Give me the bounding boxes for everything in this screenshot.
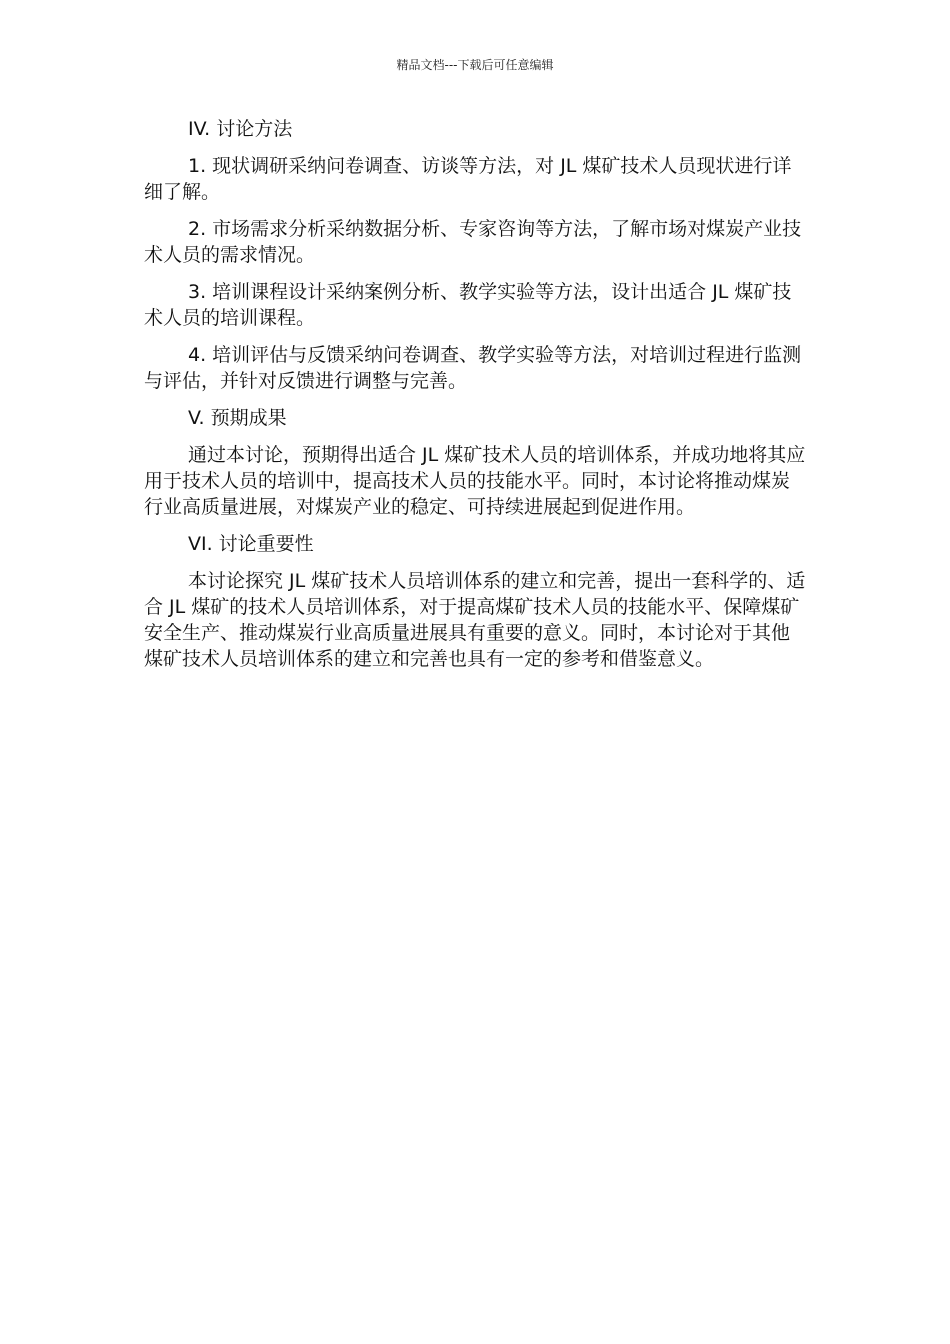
page-header: 精品文档---下载后可任意编辑 — [396, 58, 554, 72]
section-heading-expected-results: V. 预期成果 — [188, 407, 287, 429]
section-heading-discussion-methods: IV. 讨论方法 — [188, 118, 293, 140]
document-body — [144, 116, 806, 683]
method-item-3: 3. 培训课程设计采纳案例分析、教学实验等方法，设计出适合 JL 煤矿技术人员的培训课程。 — [144, 281, 792, 329]
method-item-1: 1. 现状调研采纳问卷调查、访谈等方法，对 JL 煤矿技术人员现状进行详细了解。 — [144, 155, 792, 203]
significance-paragraph: 本讨论探究 JL 煤矿技术人员培训体系的建立和完善，提出一套科学的、适合 JL 煤矿的技术人员培训体系，对于提高煤矿技术人员的技能水平、保障煤矿安全生产、推动煤炭行业高质量进展具有重要的意义。同时，本讨论对于其他煤矿技术人员培训体系的建立和完善也具有一定的参考和借鉴意义。 — [144, 570, 806, 670]
section-heading-significance: VI. 讨论重要性 — [188, 533, 314, 555]
method-item-2: 2. 市场需求分析采纳数据分析、专家咨询等方法，了解市场对煤炭产业技术人员的需求情况。 — [144, 218, 802, 266]
method-item-4: 4. 培训评估与反馈采纳问卷调查、教学实验等方法，对培训过程进行监测与评估，并针对反馈进行调整与完善。 — [144, 344, 802, 392]
expected-results-paragraph: 通过本讨论，预期得出适合 JL 煤矿技术人员的培训体系，并成功地将其应用于技术人员的培训中，提高技术人员的技能水平。同时，本讨论将推动煤炭行业高质量进展，对煤炭产业的稳定、可持续进展起到促进作用。 — [144, 444, 806, 518]
